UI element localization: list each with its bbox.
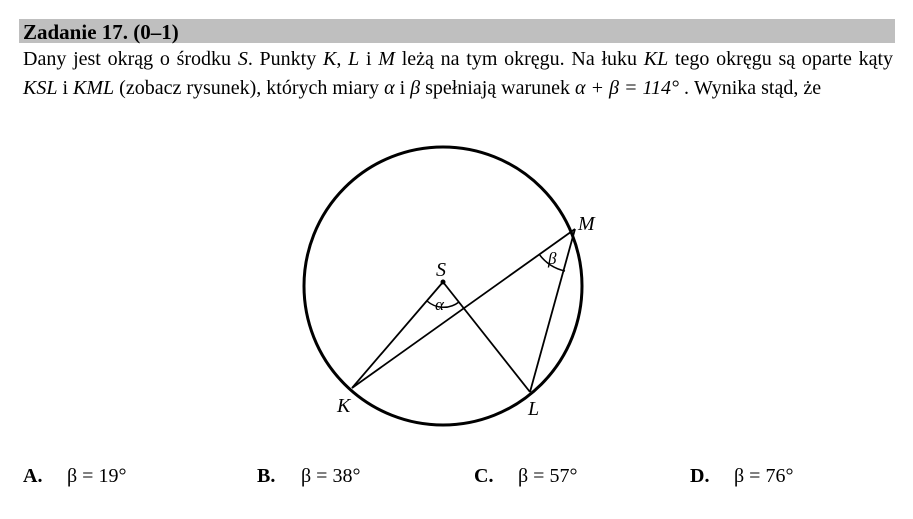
segment-SK	[352, 282, 443, 388]
label-K: K	[337, 395, 351, 417]
text-part: i	[57, 77, 74, 99]
text-part-italic: S	[237, 48, 248, 70]
answer-letter: D.	[690, 465, 710, 487]
text-part: i	[394, 77, 411, 99]
answer-option-d[interactable]	[690, 465, 793, 488]
text-part: . Wynika stąd, że	[679, 77, 822, 99]
label-M: M	[578, 213, 595, 235]
text-part: i	[359, 48, 379, 70]
segment-SL	[443, 282, 530, 392]
text-part: Dany jest okrąg o środku	[23, 48, 238, 70]
text-part: ,	[336, 48, 349, 70]
condition-formula: α + β = 114°	[575, 77, 680, 99]
text-part-italic: KML	[73, 77, 115, 99]
text-part: (zobacz rysunek), których miary	[114, 77, 385, 99]
answer-option-c[interactable]	[474, 465, 577, 488]
circle	[304, 147, 582, 425]
alpha-symbol: α	[384, 77, 395, 99]
text-part: . Punkty	[247, 48, 323, 70]
task-title: Zadanie 17. (0–1)	[23, 20, 179, 44]
label-beta: β	[548, 249, 557, 268]
answer-option-a[interactable]	[23, 465, 126, 488]
text-part-italic: L	[348, 48, 360, 70]
answer-expression: β = 76°	[734, 465, 794, 487]
task-text	[23, 45, 893, 103]
answer-expression: β = 38°	[301, 465, 361, 487]
label-L: L	[528, 398, 540, 420]
text-part: spełniają warunek	[420, 77, 576, 99]
text-part: leżą na tym okręgu. Na łuku	[394, 48, 644, 70]
answer-letter: C.	[474, 465, 494, 487]
text-part-italic: KL	[643, 48, 669, 70]
segment-KM	[352, 229, 575, 388]
label-alpha: α	[435, 295, 444, 314]
answer-option-b[interactable]	[257, 465, 360, 488]
text-part-italic: KSL	[23, 77, 58, 99]
text-part-italic: M	[378, 48, 395, 70]
answer-expression: β = 19°	[67, 465, 127, 487]
label-S: S	[436, 259, 446, 281]
answer-expression: β = 57°	[518, 465, 578, 487]
text-part-italic: K	[323, 48, 337, 70]
answer-options	[23, 465, 893, 495]
answer-letter: A.	[23, 465, 43, 487]
answer-letter: B.	[257, 465, 276, 487]
beta-symbol: β	[410, 77, 421, 99]
text-part: tego okręgu są oparte kąty	[668, 48, 894, 70]
circle-figure	[290, 140, 610, 440]
